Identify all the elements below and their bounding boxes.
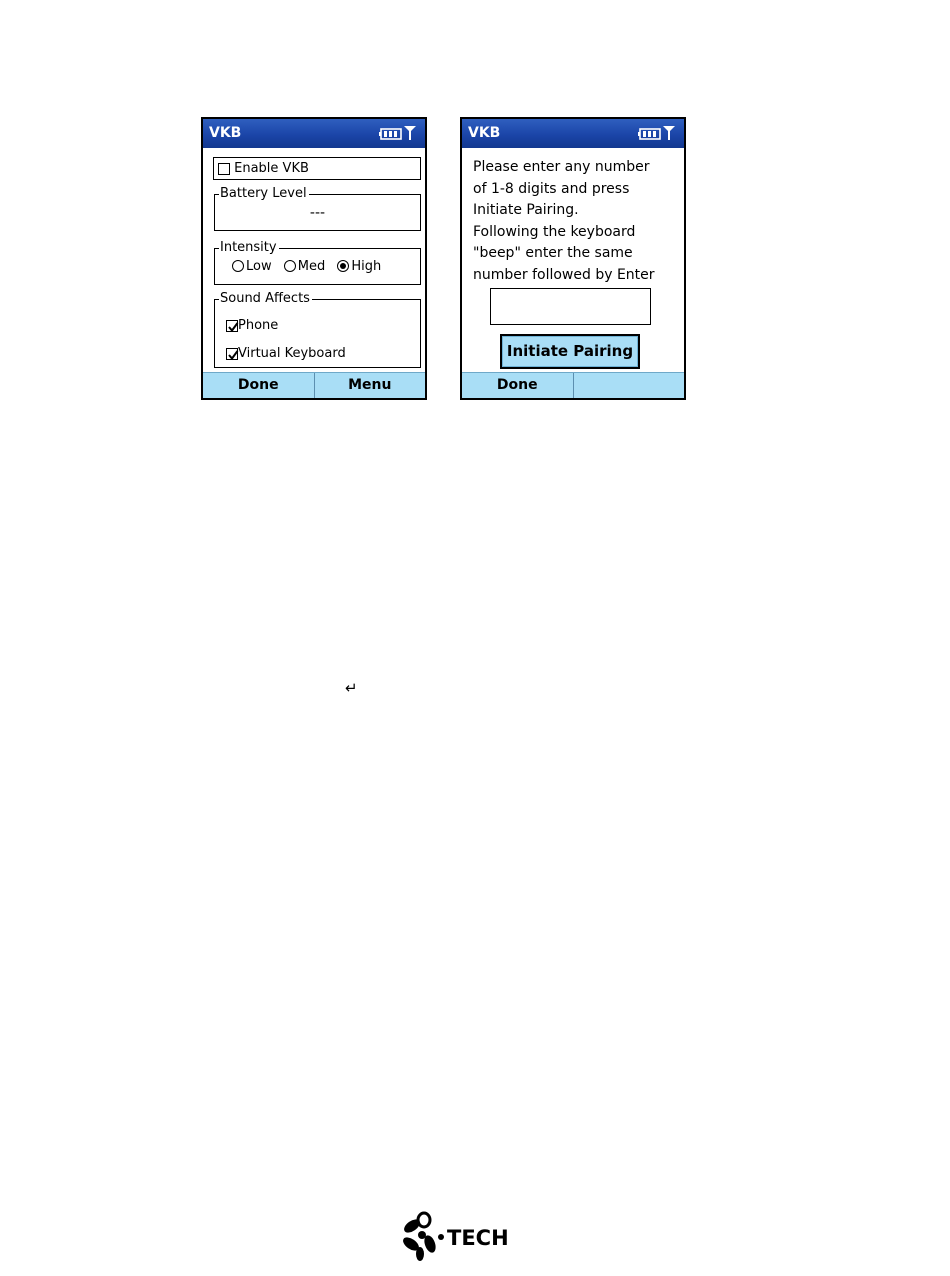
done-softkey[interactable]: Done [496,377,538,393]
i-tech-logo [398,1210,522,1262]
phone-sound-checkbox[interactable] [226,318,278,334]
checkmark-icon [226,348,238,360]
softkey-bar [203,372,425,398]
battery-level-value: --- [309,205,326,221]
softkey-bar [462,372,684,398]
title-bar [203,119,425,148]
screen-title: VKB [209,125,242,141]
pairing-number-input[interactable] [490,288,651,325]
done-softkey[interactable]: Done [237,377,279,393]
battery-icon [638,129,660,139]
radio-empty-icon [232,260,244,272]
vkb-settings-screen [201,117,427,400]
initiate-pairing-button[interactable]: Initiate Pairing [500,334,640,369]
intensity-group [214,240,421,285]
intensity-high-label: High [351,259,382,274]
pairing-instructions [473,157,678,287]
instruction-line: number followed by Enter [473,266,655,283]
instruction-line: of 1-8 digits and press [473,180,630,197]
intensity-low-radio[interactable] [232,259,272,275]
signal-icon [663,126,675,140]
battery-icon [379,129,401,139]
radio-empty-icon [284,260,296,272]
enable-vkb-checkbox[interactable] [213,157,421,180]
checkbox-unchecked-icon [218,163,230,175]
signal-icon [404,126,416,140]
title-bar [462,119,684,148]
enter-key-symbol: ↵ [345,679,358,697]
battery-level-legend: Battery Level [220,186,307,201]
virtual-keyboard-sound-label: Virtual Keyboard [238,346,346,361]
intensity-med-radio[interactable] [284,259,325,275]
instruction-line: "beep" enter the same [473,245,633,262]
status-icons [379,124,419,142]
sound-affects-group [214,291,421,368]
instruction-line: Initiate Pairing. [473,202,579,219]
empty-softkey[interactable] [573,373,685,398]
status-icons [638,124,678,142]
sound-affects-legend: Sound Affects [220,291,310,306]
enable-vkb-label: Enable VKB [234,161,309,176]
instruction-line: Following the keyboard [473,223,636,240]
vkb-pairing-screen [460,117,686,400]
checkmark-icon [226,320,238,332]
intensity-high-radio[interactable] [337,259,381,275]
intensity-legend: Intensity [220,240,277,255]
screen-title: VKB [468,125,501,141]
radio-selected-icon [337,260,349,272]
intensity-radio-row [232,259,389,275]
virtual-keyboard-sound-checkbox[interactable] [226,346,346,362]
phone-sound-label: Phone [238,318,279,333]
intensity-med-label: Med [297,259,326,274]
instruction-line: Please enter any number [473,159,650,175]
logo-text: TECH [447,1226,509,1250]
intensity-low-label: Low [246,259,272,274]
battery-level-group [214,186,421,231]
menu-softkey[interactable]: Menu [314,373,426,398]
